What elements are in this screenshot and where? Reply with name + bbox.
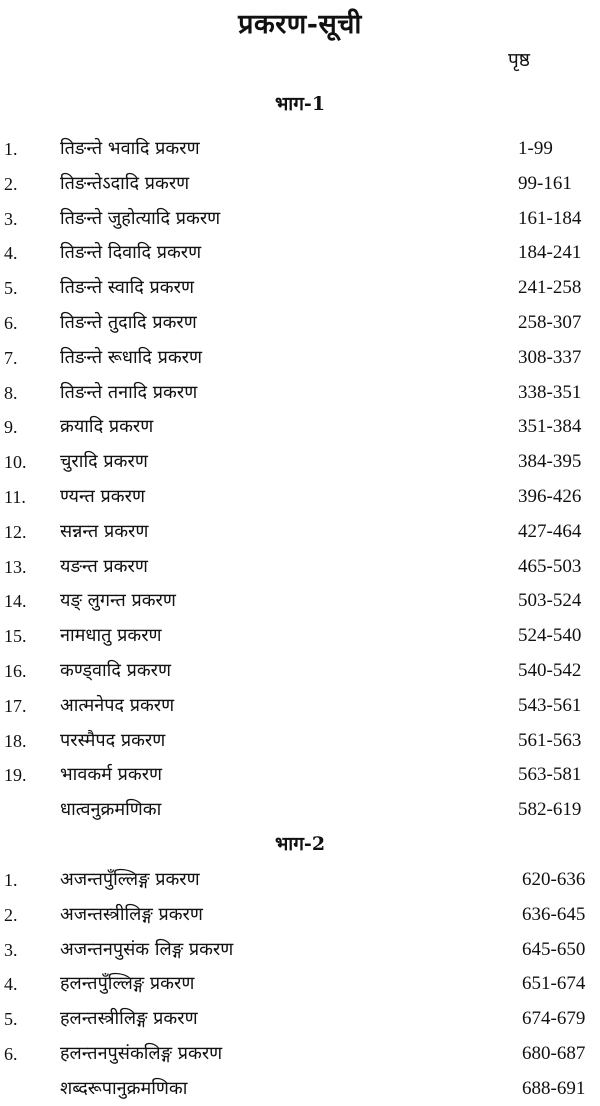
toc-row (0, 410, 600, 444)
toc-entry-pages: 184-241 (518, 242, 582, 264)
toc-entry-pages: 384-395 (518, 451, 582, 473)
toc-entry-title: धात्वनुक्रमणिका (60, 799, 162, 821)
toc-entry-pages: 636-645 (522, 903, 586, 925)
toc-entry-title: क्रयादि प्रकरण (60, 416, 154, 438)
part-heading: भाग-2 (274, 833, 326, 855)
toc-entry-number: 5. (4, 278, 18, 299)
toc-entry-title: अजन्तनपुसंक लिङ्ग प्रकरण (60, 938, 234, 960)
toc-entry-title: तिङन्ते तनादि प्रकरण (60, 381, 198, 403)
toc-entry-title: तिङन्ते भवादि प्रकरण (60, 138, 200, 159)
toc-entry-title: हलन्तपुँल्लिङ्ग प्रकरण (60, 973, 195, 995)
toc-entry-number: 12. (4, 521, 27, 542)
toc-entry-title: नामधातु प्रकरण (60, 625, 162, 647)
toc-row (0, 619, 600, 653)
toc-entry-number: 17. (4, 695, 27, 716)
toc-row (0, 793, 600, 827)
toc-entry-title: ण्यन्त प्रकरण (60, 486, 145, 507)
toc-row (0, 132, 600, 166)
toc-entry-title: तिङन्तेऽदादि प्रकरण (60, 172, 190, 194)
toc-entry-pages: 396-426 (518, 486, 582, 507)
toc-entry-title: हलन्तस्त्रीलिङ्ग प्रकरण (60, 1008, 198, 1030)
toc-entry-number: 6. (4, 1044, 18, 1064)
toc-row (0, 967, 600, 1001)
toc-entry-pages: 651-674 (522, 973, 586, 995)
toc-row (0, 758, 600, 792)
toc-entry-title: चुरादि प्रकरण (60, 451, 148, 473)
toc-entry-pages: 543-561 (518, 694, 582, 716)
toc-entry-number: 8. (4, 382, 18, 403)
toc-entry-title: आत्मनेपद प्रकरण (60, 694, 175, 716)
page-title: प्रकरण-सूची (238, 9, 362, 40)
toc-entry-title: तिङन्ते तुदादि प्रकरण (60, 312, 197, 333)
toc-row (0, 202, 600, 236)
toc-row (0, 1037, 600, 1071)
toc-entry-number: 6. (4, 313, 18, 333)
toc-entry-number: 15. (4, 626, 27, 647)
toc-row (0, 376, 600, 410)
toc-row (0, 724, 600, 758)
toc-entry-pages: 503-524 (518, 590, 582, 612)
page-column-header: पृष्ठ (508, 49, 530, 71)
toc-entry-pages: 524-540 (518, 625, 582, 647)
toc-row (0, 898, 600, 932)
toc-entry-pages: 688-691 (522, 1077, 586, 1099)
toc-row (0, 271, 600, 305)
toc-entry-pages: 561-563 (518, 729, 582, 751)
toc-entry-pages: 540-542 (518, 660, 582, 681)
toc-entry-title: भावकर्म प्रकरण (60, 764, 163, 786)
toc-entry-number: 1. (4, 870, 18, 890)
toc-entry-number: 1. (4, 139, 18, 159)
toc-row (0, 1072, 600, 1106)
toc-entry-pages: 258-307 (518, 312, 582, 333)
toc-entry-pages: 680-687 (522, 1043, 586, 1064)
toc-entry-pages: 338-351 (518, 381, 582, 403)
toc-entry-number: 4. (4, 243, 18, 264)
toc-row (0, 515, 600, 549)
toc-entry-title: परस्मैपद प्रकरण (60, 729, 166, 751)
toc-entry-number: 14. (4, 591, 27, 612)
toc-entry-title: अजन्तपुँल्लिङ्ग प्रकरण (60, 869, 200, 890)
toc-entry-title: तिङन्ते रूधादि प्रकरण (60, 346, 203, 368)
toc-entry-number: 16. (4, 661, 27, 681)
toc-row (0, 445, 600, 479)
toc-entry-number: 2. (4, 904, 18, 925)
toc-entry-pages: 1-99 (518, 138, 553, 159)
toc-entry-pages: 582-619 (518, 799, 582, 821)
toc-entry-pages: 465-503 (518, 555, 582, 577)
toc-entry-number: 9. (4, 417, 18, 438)
toc-row (0, 306, 600, 340)
toc-entry-title: तिङन्ते जुहोत्यादि प्रकरण (60, 207, 221, 229)
toc-entry-number: 7. (4, 347, 18, 368)
toc-entry-number: 18. (4, 730, 27, 751)
toc-row (0, 341, 600, 375)
toc-entry-title: अजन्तस्त्रीलिङ्ग प्रकरण (60, 903, 203, 925)
toc-row (0, 480, 600, 514)
toc-entry-pages: 645-650 (522, 938, 586, 960)
toc-entry-pages: 308-337 (518, 346, 582, 368)
toc-entry-number: 3. (4, 208, 18, 229)
toc-row (0, 550, 600, 584)
toc-entry-number: 4. (4, 974, 18, 995)
toc-row (0, 863, 600, 897)
toc-row (0, 689, 600, 723)
toc-entry-pages: 563-581 (518, 764, 582, 786)
toc-entry-pages: 620-636 (522, 869, 586, 890)
toc-entry-title: यङ् लुगन्त प्रकरण (60, 590, 176, 612)
toc-entry-title: यङन्त प्रकरण (60, 555, 148, 577)
toc-entry-number: 3. (4, 939, 18, 960)
toc-entry-number: 19. (4, 765, 27, 786)
toc-entry-title: शब्दरूपानुक्रमणिका (60, 1077, 188, 1099)
toc-entry-number: 5. (4, 1009, 18, 1030)
toc-entry-pages: 241-258 (518, 277, 582, 299)
toc-entry-pages: 161-184 (518, 207, 582, 229)
toc-entry-pages: 351-384 (518, 416, 582, 438)
toc-row (0, 236, 600, 270)
toc-row (0, 654, 600, 688)
toc-entry-number: 11. (4, 487, 26, 507)
toc-entry-title: हलन्तनपुसंकलिङ्ग प्रकरण (60, 1043, 223, 1064)
toc-entry-number: 10. (4, 452, 27, 473)
toc-entry-pages: 427-464 (518, 520, 582, 542)
toc-entry-number: 13. (4, 556, 27, 577)
toc-entry-number: 2. (4, 173, 18, 194)
part-heading: भाग-1 (274, 93, 326, 115)
toc-entry-pages: 674-679 (522, 1008, 586, 1030)
toc-row (0, 933, 600, 967)
toc-row (0, 167, 600, 201)
toc-row (0, 584, 600, 618)
toc-row (0, 1002, 600, 1036)
toc-entry-title: कण्ड्वादि प्रकरण (60, 660, 172, 681)
toc-entry-pages: 99-161 (518, 172, 572, 194)
toc-entry-title: सन्नन्त प्रकरण (60, 520, 149, 542)
toc-entry-title: तिङन्ते स्वादि प्रकरण (60, 277, 194, 299)
toc-entry-title: तिङन्ते दिवादि प्रकरण (60, 242, 202, 264)
